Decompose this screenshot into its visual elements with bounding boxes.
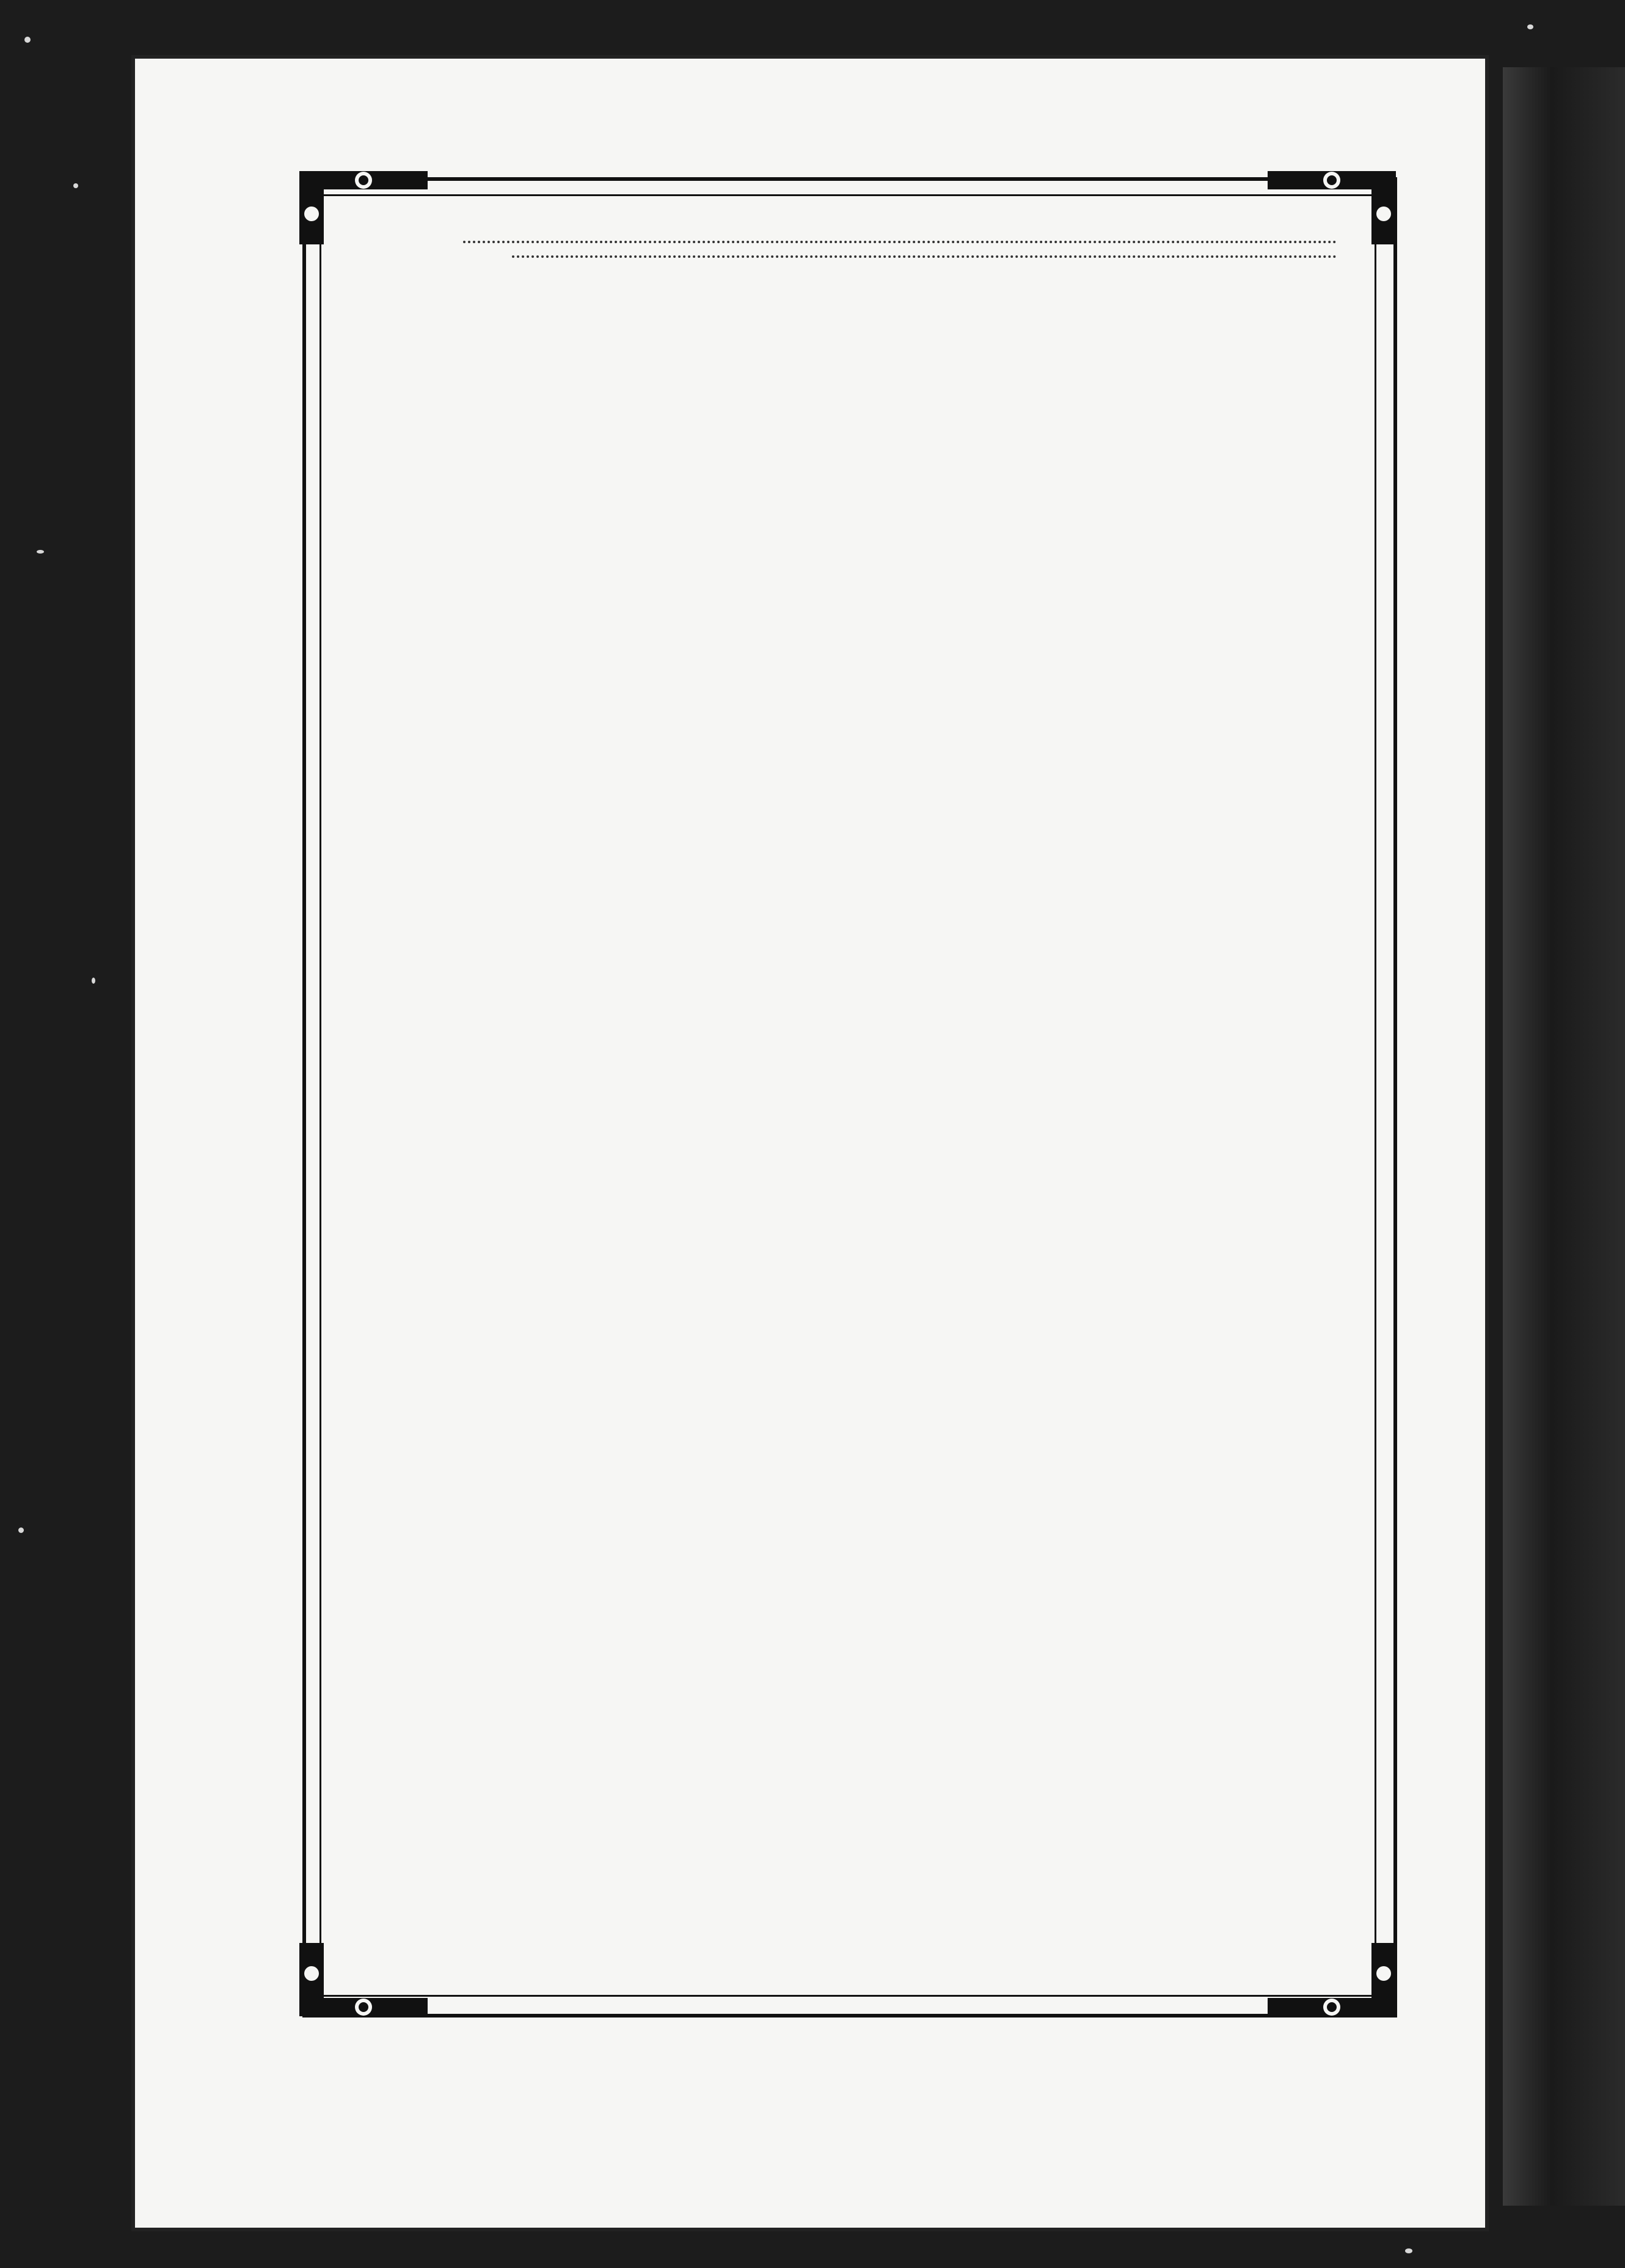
scan-speck (1527, 24, 1533, 29)
list-item (342, 241, 1375, 251)
catalogue-content (342, 238, 1375, 281)
corner-ornament-icon (299, 1943, 428, 2016)
corner-ornament-icon (1268, 171, 1396, 244)
scan-speck (92, 978, 95, 984)
scan-speck (73, 183, 78, 188)
corner-ornament-icon (299, 171, 428, 244)
scan-edge (1503, 67, 1625, 2206)
scan-speck (37, 550, 44, 554)
scan-speck (1405, 2248, 1412, 2253)
scan-speck (24, 37, 31, 43)
page-border-inner (320, 194, 1376, 1997)
scan-speck (18, 1527, 24, 1533)
list-item (342, 255, 1375, 265)
corner-ornament-icon (1268, 1943, 1396, 2016)
